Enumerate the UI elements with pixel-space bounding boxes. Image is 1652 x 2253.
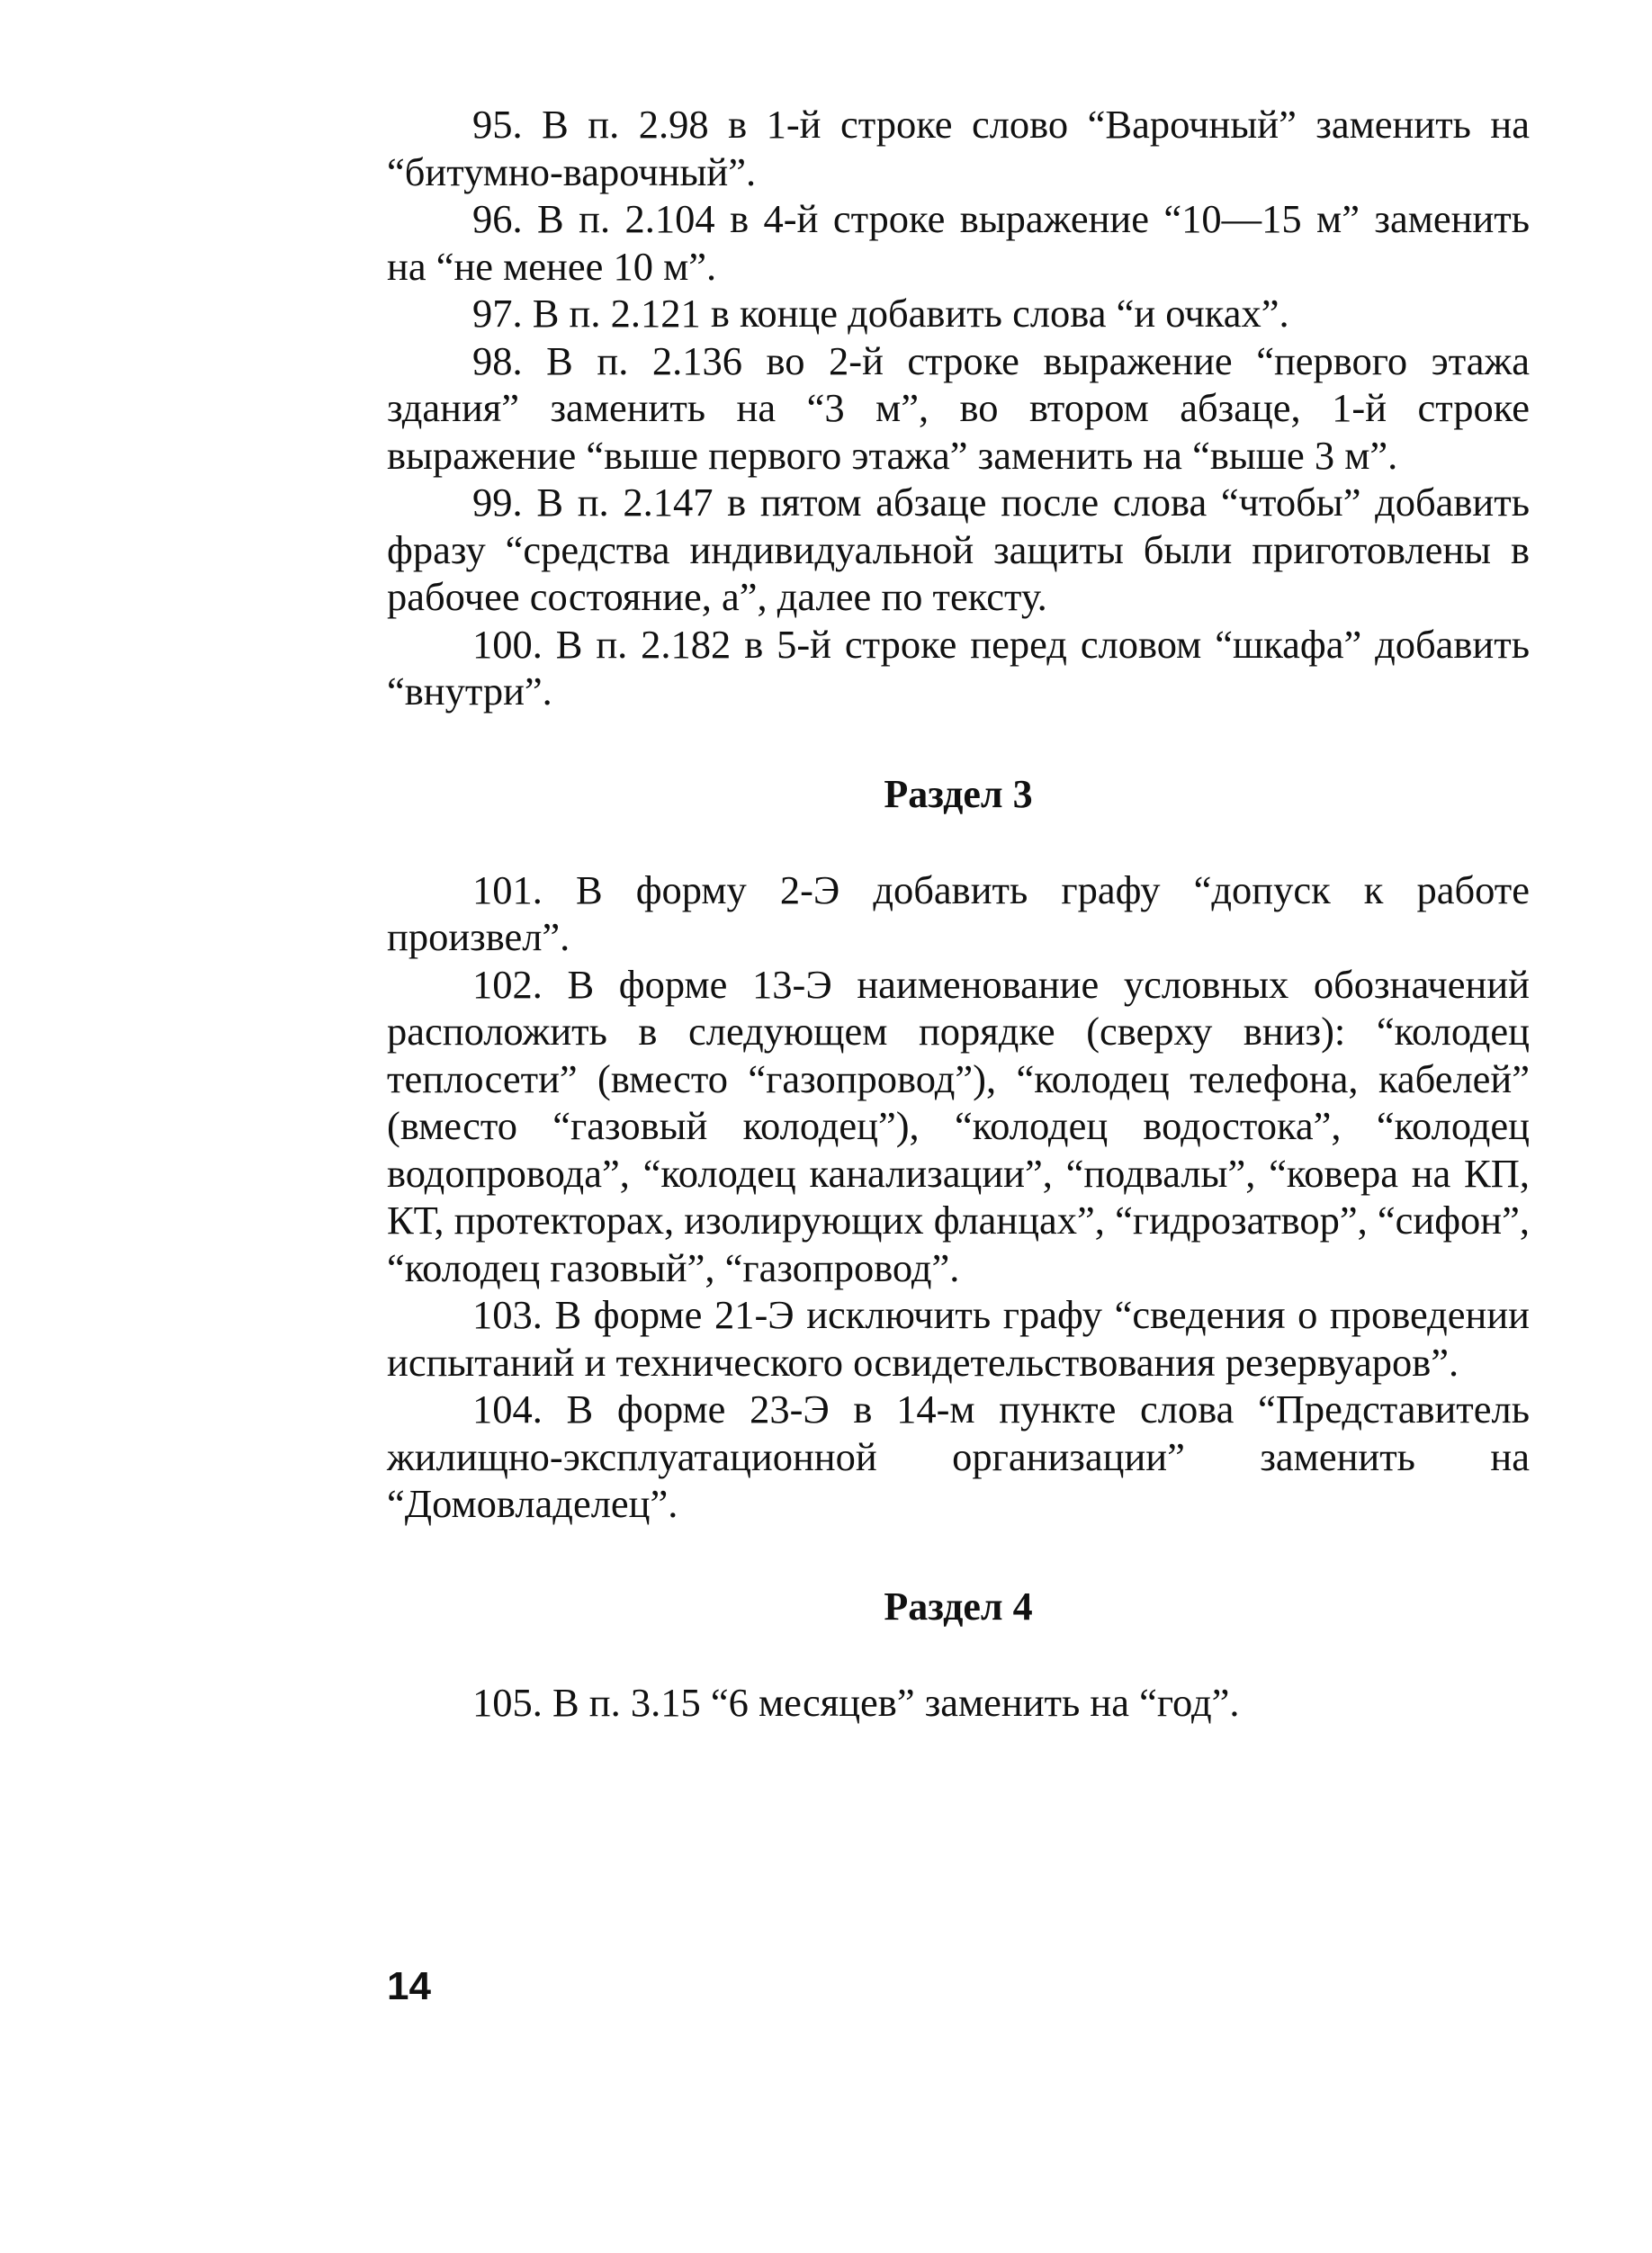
section-4-heading: Раздел 4: [884, 1584, 1033, 1629]
list-item-99: 99. В п. 2.147 в пятом абзаце после слова “чтобы” добавить фразу “средства индивидуальной защиты были приготовлены в рабочее состояние, а”, далее по тексту.: [387, 480, 1530, 619]
list-item-101: 101. В форму 2-Э добавить графу “допуск к работе произвел”.: [387, 866, 1530, 959]
list-item-95: 95. В п. 2.98 в 1-й строке слово “Варочный” заменить на “битумно-варочный”.: [387, 102, 1530, 194]
list-item-98: 98. В п. 2.136 во 2-й строке выражение “первого этажа здания” заменить на “3 м”, во втором абзаце, 1-й строке выражение “выше первого этажа” заменить на “выше 3 м”.: [387, 337, 1530, 478]
list-item-103: 103. В форме 21-Э исключить графу “сведения о проведении испытаний и технического освидетельствования резервуаров”.: [387, 1292, 1530, 1385]
spacer: [387, 1630, 1530, 1679]
spacer: [387, 1528, 1530, 1584]
list-item-96: 96. В п. 2.104 в 4-й строке выражение “10—15 м” заменить на “не менее 10 м”.: [387, 196, 1530, 289]
list-item-100: 100. В п. 2.182 в 5-й строке перед словом “шкафа” добавить “внутри”.: [387, 621, 1530, 714]
list-item-97: 97. В п. 2.121 в конце добавить слова “и очках”.: [472, 291, 1289, 336]
document-body: [387, 101, 1530, 1726]
spacer: [387, 715, 1530, 771]
section-3-heading: Раздел 3: [884, 771, 1033, 816]
page-number: 14: [387, 1964, 431, 2008]
list-item-105: 105. В п. 3.15 “6 месяцев” заменить на “год”.: [472, 1679, 1240, 1725]
list-item-104: 104. В форме 23-Э в 14-м пункте слова “Представитель жилищно-эксплуатационной организации” заменить на “Домовладелец”.: [387, 1387, 1530, 1526]
list-item-102: 102. В форме 13-Э наименование условных обозначений расположить в следующем порядке (сверху вниз): “колодец теплосети” (вместо “газопровод”), “колодец телефона, кабелей” (вместо “газовый колодец”), “колодец водостока”, “колодец водопровода”, “колодец канализации”, “подвалы”, “ковера на КП, КТ, протекторах, изолирующих фланцах”, “гидрозатвор”, “сифон”, “колодец газовый”, “газопровод”.: [387, 961, 1530, 1290]
spacer: [387, 818, 1530, 866]
